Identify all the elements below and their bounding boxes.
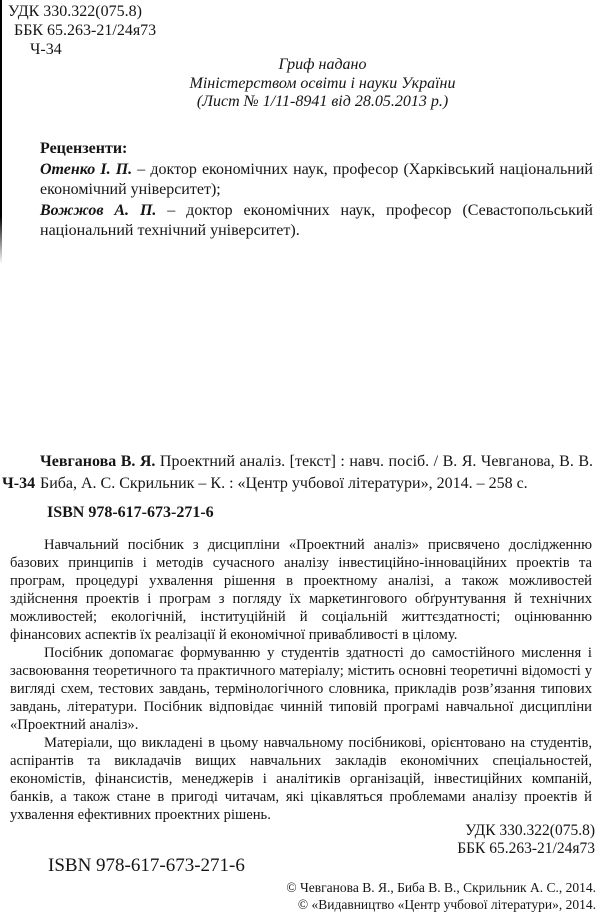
copyright-authors: © Чевганова В. Я., Биба В. В., Скрильник А. С., 2014.: [286, 880, 596, 895]
bbk-code-top: ББК 65.263-21/24я73: [14, 22, 157, 39]
bottom-classification-codes: [457, 822, 595, 858]
scan-edge-artifact: [0, 0, 2, 264]
reviewer-name: Вожжов А. П.: [40, 201, 157, 219]
copyright-publisher: © «Видавництво «Центр учбової літератури», 2014.: [297, 896, 596, 912]
author-sign-top: Ч-34: [30, 41, 62, 58]
ministry-stamp-note: [45, 56, 600, 112]
isbn-main: ISBN 978-617-673-271-6: [47, 504, 214, 521]
bbk-code-bottom: ББК 65.263-21/24я73: [457, 840, 595, 857]
udk-code-top: УДК 330.322(075.8): [8, 3, 142, 20]
catalog-card-entry: [2, 451, 593, 495]
udk-code-bottom: УДК 330.322(075.8): [465, 822, 595, 839]
catalog-card: [2, 451, 593, 495]
annotation-paragraph: Матеріали, що викладені в цьому навчальному посібникові, орієнтовано на студентів, аспірантів та викладачів вищих навчальних закладів економічних спеціальностей, економістів, фінансистів, менеджерів і аналітиків організацій, інвестиційних компаній, банків, а також стане в пригоді читачам, які цікавляться проблемами аналізу проектів й ухвалення ефективних проектних рішень.: [10, 735, 592, 823]
isbn-bottom: ISBN 978-617-673-271-6: [48, 855, 245, 876]
reviewers-heading: Рецензенти:: [40, 140, 128, 157]
reviewer-description: – доктор економічних наук, професор (Харківський національний економічний університет);: [40, 160, 593, 198]
reviewer-item: [40, 201, 593, 242]
reviewer-description: – доктор економічних наук, професор (Севастопольський національний технічний університет).: [40, 201, 593, 239]
reviewers-section: [40, 139, 593, 242]
annotation-paragraph: Посібник допомагає формуванню у студентів здатності до самостійного мислення і засвоювання теоретичного та практичного матеріалу; містить основні теоретичні відомості у вигляді схем, тестових завдань, термінологічного словника, прикладів розв’язання типових завдань, літератури. Посібник відповідає чинній типовій програмі навчальної дисципліни «Проектний аналіз».: [10, 645, 592, 733]
annotation-paragraph: Навчальний посібник з дисципліни «Проектний аналіз» присвячено дослідженню базових принципів і методів сучасного аналізу інвестиційно-інноваційних проектів та програм, процедурі ухвалення рішення в проектному аналізі, а також можливостей здійснення проектів і програм з погляду їх маркетингового обґрунтування й технічних можливостей; екологічній, інституційній й соціальній життєздатності; оцінюванню фінансових аспектів їх реалізації й економічної привабливості в цілому.: [10, 537, 592, 643]
stamp-line-2: Міністерством освіти і науки України: [189, 74, 456, 92]
stamp-line-3: (Лист № 1/11-8941 від 28.05.2013 р.): [196, 93, 449, 110]
reviewer-item: [40, 160, 593, 201]
reviewer-name: Отенко І. П.: [40, 160, 133, 178]
stamp-line-1: Гриф надано: [278, 56, 367, 73]
author-sign-card: Ч-34: [2, 475, 36, 492]
catalog-card-description: Проектний аналіз. [текст] : навч. посіб. / В. Я. Чевганова, В. В. Биба, А. С. Скрильник – К. : «Центр учбової літератури», 2014. – 258 с.: [40, 453, 594, 492]
catalog-card-author: Чевганова В. Я.: [40, 453, 156, 470]
annotation-section: [10, 536, 592, 824]
copyright-section: [286, 880, 596, 913]
top-classification-codes: [8, 2, 156, 59]
